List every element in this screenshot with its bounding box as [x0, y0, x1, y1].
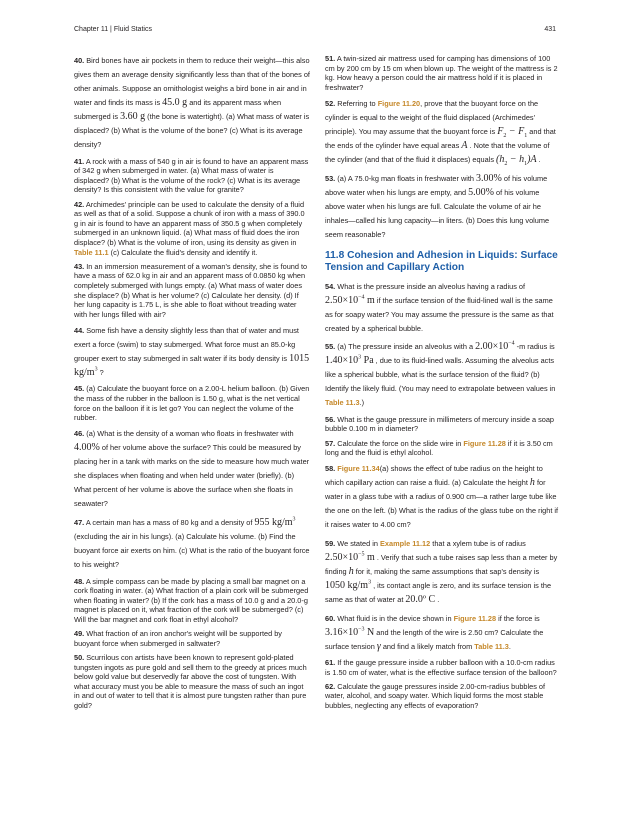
problem-number: 46.: [74, 429, 85, 439]
problem-40: 40. Bird bones have air pockets in them to reduce their weight—this also gives them an average density significantly less than that of the bones of other animals. Suppose an ornithologist weighs a bird bone in air and in water and finds its mass is 45.0 g and its apparent mass when submerged is 3.60 g (the bone is watertight). (a) What mass of water is displaced? (b) What is the volume of the bone? (c) What is its average density?: [74, 56, 310, 149]
page-number: 431: [544, 26, 556, 33]
math-density: 1050 $kg/m^3$: [325, 579, 372, 591]
section-title: 11.8 Cohesion and Adhesion in Liquids: Surface Tension and Capillary Action: [325, 249, 558, 273]
problem-50: 50. Scurrilous con artists have been known to represent gold-plated tungsten ingots as pure gold and sell them to the greedy at prices much below gold value but deservedly far above the cost of tungsten. With what accuracy must you be able to measure the mass of such an ingot in and out of water to tell that it is almost pure tungsten rather than pure gold?: [74, 652, 307, 710]
left-column: [74, 54, 310, 715]
math-force-difference: $F_2 - F_1$: [497, 125, 528, 139]
table-link[interactable]: Table 11.3: [325, 398, 360, 408]
problem-number: 49.: [74, 629, 85, 639]
math-mass: 3.60 g: [120, 111, 146, 122]
problem-56: 56. What is the gauge pressure in millimeters of mercury inside a soap bubble 0.100 m in diameter?: [325, 414, 554, 434]
problem-47: 47. A certain man has a mass of 80 kg and a density of 955 $kg/m^3$ (excluding the air in his lungs). (a) Calculate his volume. (b) Find the buoyant force air exerts on him. (c) What is the ratio of the buoyant force to his weight?: [74, 516, 310, 570]
math-percent: 4.00%: [74, 442, 100, 454]
math-density: 955 $kg/m^3$: [254, 516, 296, 529]
problem-51: 51. A twin-sized air mattress used for camping has dimensions of 100 cm by 200 cm by 15 cm when blown up. The weight of the mattress is 2 kg. How heavy a person could the air mattress hold if it is placed in freshwater?: [325, 54, 558, 92]
problem-number: 48.: [74, 576, 85, 586]
chapter-title: Chapter 11 | Fluid Statics: [74, 26, 152, 33]
problem-number: 45.: [74, 384, 85, 394]
problem-58: 58. Figure 11.34(a) shows the effect of tube radius on the height to which capillary action can raise a fluid. (a) Calculate the height h for water in a glass tube with a radius of 0.900 cm—a rather large tube like the one on the left. (b) What is the radius of the glass tube on the right if it raises water to 4.00 cm?: [325, 464, 559, 530]
problem-number: 58.: [325, 464, 336, 474]
problem-59: 59. We stated in Example 11.12 that a xylem tube is of radius $2.50\times 10^{-5}$ m . Verify that such a tube raises sap less than a meter by finding h for it, making the same assumptions that sap's density is 1050 $kg/m^3$ , its contact angle is zero, and its surface tension is the same as that of water at 20.0º C .: [325, 538, 558, 605]
problem-number: 41.: [74, 156, 85, 166]
math-density: 1015 $kg/m^3$: [74, 352, 310, 378]
problem-number: 55.: [325, 342, 336, 352]
table-link[interactable]: Table 11.3: [474, 641, 509, 651]
problem-number: 50.: [74, 652, 85, 662]
problem-44: 44. Some fish have a density slightly less than that of water and must exert a force (swim) to stay submerged. What force must an 85.0-kg grouper exert to stay submerged in salt water if its body density is 1015 $kg/m^3$ ?: [74, 325, 310, 378]
problem-number: 57.: [325, 438, 336, 448]
figure-link[interactable]: Figure 11.28: [453, 613, 497, 623]
problem-52: 52. Referring to Figure 11.20, prove that the buoyant force on the cylinder is equal to the weight of the fluid displaced (Archimedes' principle). You may assume that the buoyant force is $F_2 - F_1$ and that the ends of the cylinder have equal areas A . Note that the volume of the cylinder (and that of the fluid it displaces) equals $(h_2 - h_1)A$ .: [325, 98, 556, 167]
page-header: [74, 26, 556, 38]
problem-number: 60.: [325, 613, 336, 623]
math-volume: $(h_2 - h_1)A$: [496, 153, 537, 167]
math-percent: 3.00%: [476, 172, 502, 184]
math-pressure: $1.40\times 10^3$ Pa: [325, 354, 374, 367]
math-radius: $2.00\times 10^{-4}$: [475, 340, 515, 353]
problem-45: 45. (a) Calculate the buoyant force on a 2.00-L helium balloon. (b) Given the mass of the rubber in the balloon is 1.50 g, what is the net vertical force on the balloon if it is let go? You can neglect the volume of the rubber.: [74, 384, 310, 423]
problem-number: 54.: [325, 281, 336, 291]
problem-57: 57. Calculate the force on the slide wire in Figure 11.28 if it is 3.50 cm long and the fluid is ethyl alcohol.: [325, 438, 553, 458]
problem-48: 48. A simple compass can be made by placing a small bar magnet on a cork floating in water. (a) What fraction of a plain cork will be submerged when floating in water? (b) If the cork has a mass of 10.0 g and a 20.0-g magnet is placed on it, what fraction of the cork will be submerged? (c) Will the bar magnet and cork float in ethyl alcohol?: [74, 576, 309, 624]
math-mass: 45.0 g: [162, 97, 188, 108]
problem-number: 53.: [325, 173, 336, 183]
problem-49: 49. What fraction of an iron anchor's weight will be supported by buoyant force when submerged in saltwater?: [74, 629, 282, 648]
math-gamma: γ: [376, 640, 381, 652]
math-radius: $2.50\times 10^{-4}$ m: [325, 294, 375, 306]
problem-46: 46. (a) What is the density of a woman who floats in freshwater with 4.00% of her volume above the surface? This could be measured by placing her in a tank with marks on the side to measure how much water she displaces when floating and when held under water (briefly). (b) What percent of her volume is above the surface when she floats in seawater?: [74, 429, 310, 509]
problem-number: 52.: [325, 98, 336, 108]
right-column: [325, 54, 561, 715]
problem-number: 42.: [74, 199, 85, 209]
problem-61: 61. If the gauge pressure inside a rubber balloon with a 10.0-cm radius is 1.50 cm of water, what is the effective surface tension of the balloon?: [325, 658, 557, 677]
figure-link[interactable]: Figure 11.20: [377, 98, 421, 108]
problem-number: 51.: [325, 54, 336, 63]
problem-62: 62. Calculate the gauge pressures inside 2.00-cm-radius bubbles of water, alcohol, and soapy water. Which liquid forms the most stable bubbles, neglecting any effects of evaporation?: [325, 681, 546, 711]
problem-number: 44.: [74, 325, 85, 335]
problem-55: 55. (a) The pressure inside an alveolus with a $2.00\times 10^{-4}$ -m radius is $1.40\times 10^3$ Pa , due to its fluid-lined walls. Assuming the alveolus acts like a spherical bubble, what is the surface tension of the fluid? (b) Identify the likely fluid. (You may need to extrapolate between values in Table 11.3.): [325, 340, 556, 408]
figure-link[interactable]: Figure 11.34: [337, 464, 380, 474]
problem-number: 47.: [74, 518, 85, 528]
problem-53: 53. (a) A 75.0-kg man floats in freshwater with 3.00% of his volume above water when his lungs are empty, and 5.00% of his volume above water when his lungs are full. Calculate the volume of air he inhales—called his lung capacity—in liters. (b) Does this lung volume seem reasonable?: [325, 172, 550, 239]
problem-41: 41. A rock with a mass of 540 g in air is found to have an apparent mass of 342 g when submerged in water. (a) What mass of water is displaced? (b) What is the volume of the rock? (c) What is its average density? Is this consistent with the value for granite?: [74, 156, 309, 195]
problem-number: 40.: [74, 56, 85, 65]
problem-43: 43. In an immersion measurement of a woman's density, she is found to have a mass of 62.0 kg in air and an apparent mass of 0.0850 kg when completely submerged with lungs empty. (a) What mass of water does she displace? (b) What is her volume? (c) Calculate her density. (d) If her lung capacity is 1.75 L, is she able to float without treading water with her lungs filled with air?: [74, 261, 308, 319]
problem-number: 59.: [325, 538, 336, 548]
problem-42: 42. Archimedes' principle can be used to calculate the density of a fluid as well as that of a solid. Suppose a chunk of iron with a mass of 390.0 g in air is found to have an apparent mass of 350.5 g when completely submerged in an unknown liquid. (a) What mass of fluid does the iron displace? (b) What is the volume of iron, using its density as given in Table 11.1 (c) Calculate the fluid's density and identify it.: [74, 199, 305, 257]
math-height: h: [529, 477, 535, 489]
math-height: h: [348, 565, 354, 577]
problem-number: 43.: [74, 261, 85, 271]
figure-link[interactable]: Figure 11.28: [463, 438, 506, 448]
problem-number: 61.: [325, 658, 336, 668]
problem-54: 54. What is the pressure inside an alveolus having a radius of $2.50\times 10^{-4}$ m if the surface tension of the fluid-lined wall is the same as for soapy water? You may assume the pressure is the same as that created by a spherical bubble.: [325, 281, 554, 333]
math-temperature: 20.0º C: [405, 593, 436, 605]
math-percent: 5.00%: [468, 186, 494, 198]
problem-number: 56.: [325, 414, 336, 424]
math-radius: $2.50\times 10^{-5}$ m: [325, 551, 375, 563]
problem-60: 60. What fluid is in the device shown in Figure 11.28 if the force is $3.16\times 10^{-3}$ N and the length of the wire is 2.50 cm? Calculate the surface tension γ and find a likely match from Table 11.3.: [325, 613, 544, 652]
math-force: $3.16\times 10^{-3}$ N: [325, 626, 375, 638]
problem-number: 62.: [325, 681, 336, 691]
math-area: A: [461, 139, 468, 151]
example-link[interactable]: Example 11.12: [380, 538, 431, 548]
table-link[interactable]: Table 11.1: [74, 247, 109, 257]
